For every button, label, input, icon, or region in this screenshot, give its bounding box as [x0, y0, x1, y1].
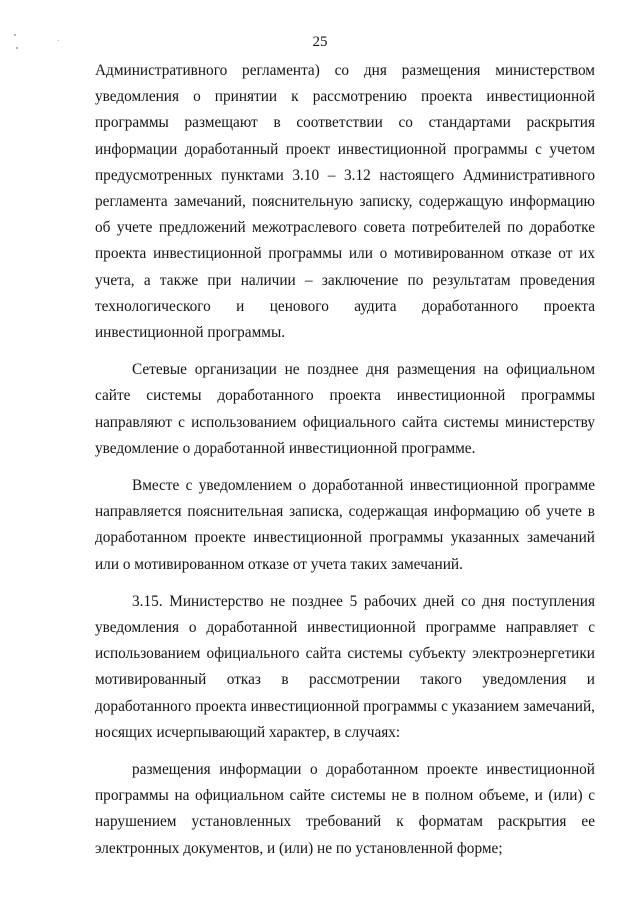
paragraph-section-3-15: 3.15. Министерство не позднее 5 рабочих дней со дня поступления уведомления о доработанной инвестиционной программе направляет с использованием официального сайта системы субъекту электроэнергетики мотивированный отказ в рассмотрении такого уведомления и доработанного проекта инвестиционной программы с указанием замечаний, носящих исчерпывающий характер, в случаях:	[95, 592, 595, 741]
page-number: 25	[312, 34, 328, 50]
scan-speck	[58, 40, 59, 41]
scan-speck	[14, 34, 16, 36]
paragraph-incomplete-info: размещения информации о доработанном проекте инвестиционной программы на официальном сайте системы не в полном объеме, и (или) с нарушением установленных требований к форматам раскрытия ее электронных документов, и (или) не по установленной форме;	[95, 761, 595, 857]
paragraph-network-organizations: Сетевые организации не позднее дня размещения на официальном сайте системы доработанного проекта инвестиционной программы направляют с использованием официального сайта системы министерству уведомление о доработанной инвестиционной программе.	[95, 361, 595, 457]
paragraph-continuation: Административного регламента) со дня размещения министерством уведомления о принятии к рассмотрению проекта инвестиционной программы размещают в соответствии со стандартами раскрытия информации доработанный проект инвестиционной программы с учетом предусмотренных пунктами 3.10 – 3.12 настоящего Административного регламента замечаний, пояснительную записку, содержащую информацию об учете предложений межотраслевого совета потребителей по доработке проекта инвестиционной программы или о мотивированном отказе от их учета, а также при наличии – заключение по результатам проведения технологического и ценового аудита доработанного проекта инвестиционной программы.	[95, 62, 595, 342]
scan-speck	[16, 47, 18, 49]
body-text	[95, 58, 595, 862]
paragraph-explanatory-note: Вместе с уведомлением о доработанной инвестиционной программе направляется пояснительная записка, содержащая информацию об учете в доработанном проекте инвестиционной программы указанных замечаний или о мотивированном отказе от учета таких замечаний.	[95, 477, 595, 573]
